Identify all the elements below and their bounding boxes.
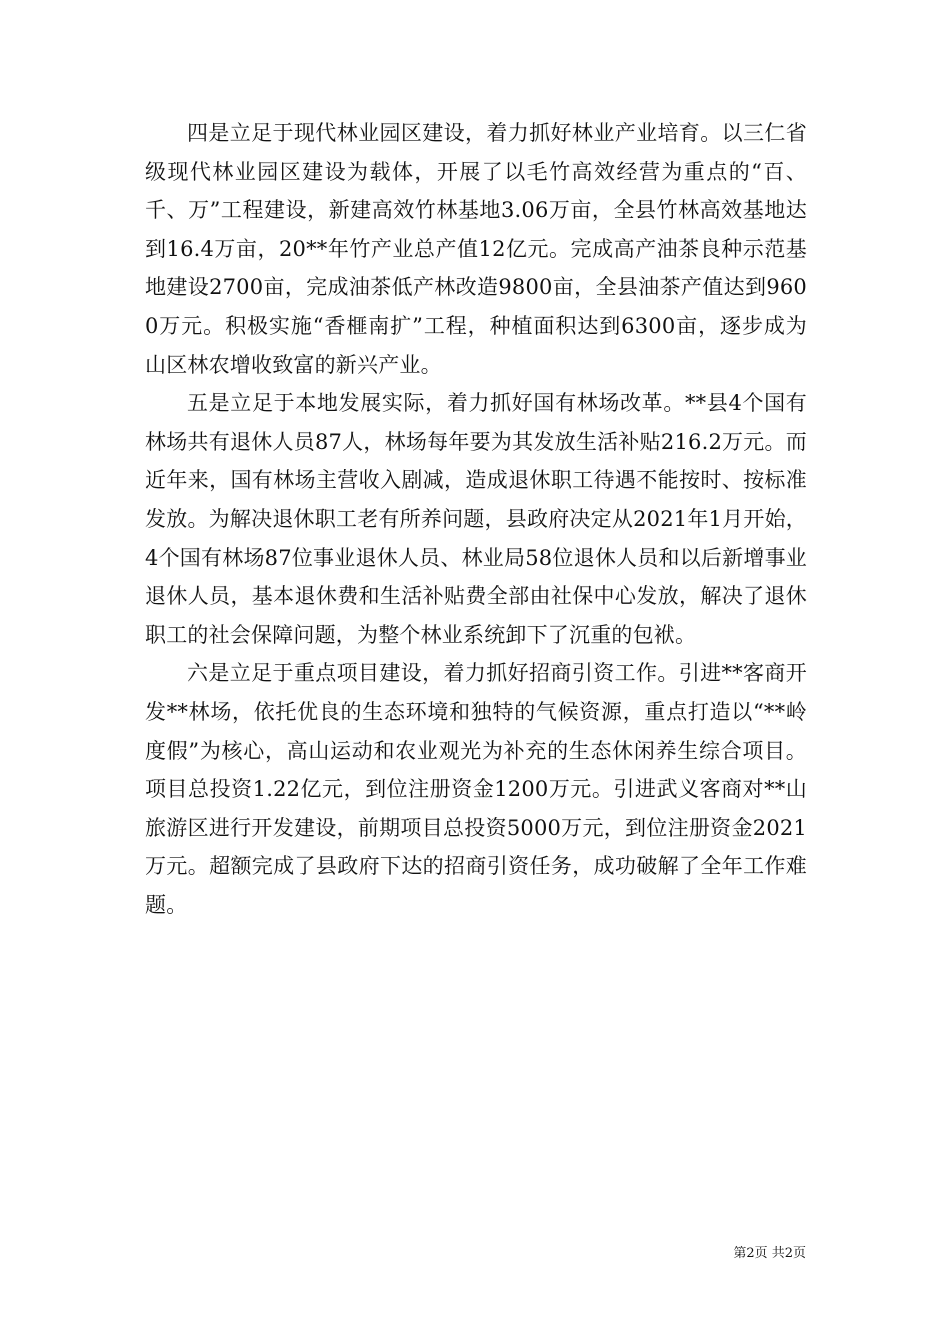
paragraph-state-forest-reform: 五是立足于本地发展实际，着力抓好国有林场改革。**县4个国有林场共有退休人员87人，林场每年要为其发放生活补贴216.2万元。而近年来，国有林场主营收入剧减，造成退休职工待遇不能按时、按标准发放。为解决退休职工老有所养问题，县政府决定从2021年1月开始，4个国有林场87位事业退休人员、林业局58位退休人员和以后新增事业退休人员，基本退休费和生活补贴费全部由社保中心发放，解决了退休职工的社会保障问题，为整个林业系统卸下了沉重的包袱。	[145, 391, 807, 647]
paragraph-investment-projects: 六是立足于重点项目建设，着力抓好招商引资工作。引进**客商开发**林场，依托优良的生态环境和独特的气候资源，重点打造以“**岭度假”为核心，高山运动和农业观光为补充的生态休闲养生综合项目。项目总投资1.22亿元，到位注册资金1200万元。引进武义客商对**山旅游区进行开发建设，前期项目总投资5000万元，到位注册资金2021万元。超额完成了县政府下达的招商引资任务，成功破解了全年工作难题。	[145, 661, 807, 917]
document-body	[145, 114, 807, 924]
page-number-footer: 第2页 共2页	[733, 1246, 806, 1261]
paragraph-forestry-park: 四是立足于现代林业园区建设，着力抓好林业产业培育。以三仁省级现代林业园区建设为载体，开展了以毛竹高效经营为重点的“百、千、万”工程建设，新建高效竹林基地3.06万亩，全县竹林高效基地达到16.4万亩，20**年竹产业总产值12亿元。完成高产油茶良种示范基地建设2700亩，完成油茶低产林改造9800亩，全县油茶产值达到9600万元。积极实施“香榧南扩”工程，种植面积达到6300亩，逐步成为山区林农增收致富的新兴产业。	[145, 121, 807, 377]
